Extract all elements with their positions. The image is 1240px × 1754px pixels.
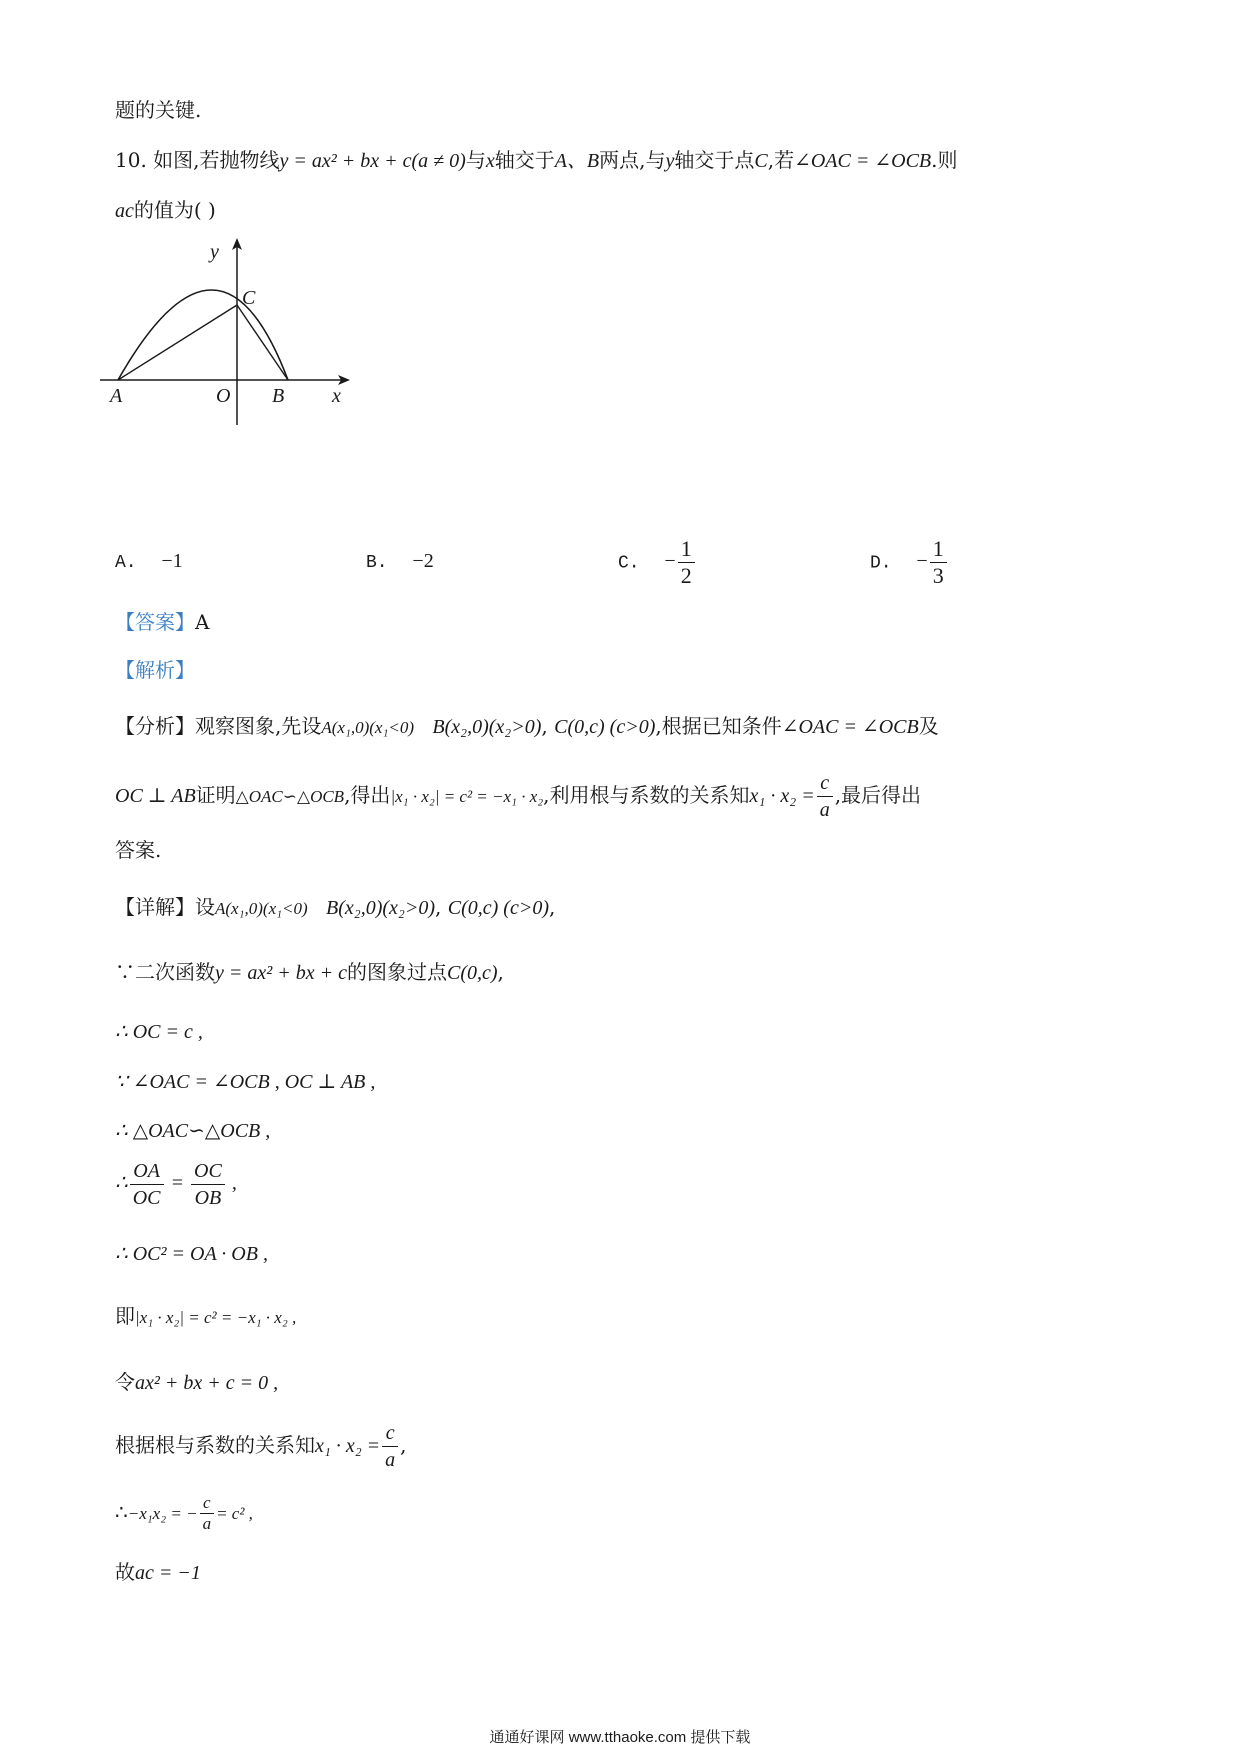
fenxi-text: 及 <box>918 714 939 738</box>
point-a-def: A(x₁,0)(x₁<0) <box>215 899 308 918</box>
fenxi-label: 【分析】 <box>115 714 195 738</box>
root-relation: |x₁ · x₂| = c² = −x₁ · x₂ , <box>135 1308 297 1327</box>
segment-ac <box>118 305 237 380</box>
step-expression: −x₁x₂ = − <box>127 1504 198 1523</box>
top-fragment: 题的关键. <box>115 98 202 122</box>
fraction-denominator: a <box>202 1514 212 1533</box>
detail-line-1: 【详解】设A(x₁,0)(x₁<0) B(x₂,0)(x₂>0), C(0,c) (c>0), <box>115 895 556 919</box>
fraction-c-over-a <box>382 1420 398 1473</box>
detail-step-1: ∵二次函数y = ax² + bx + c的图象过点C(0,c), <box>115 960 504 984</box>
fenxi-line-2 <box>115 770 921 823</box>
option-letter: C. <box>618 553 640 574</box>
option-a <box>115 550 183 573</box>
fraction-numerator: 1 <box>678 536 695 563</box>
detail-step-8 <box>115 1368 278 1397</box>
analysis-label: 【解析】 <box>115 658 195 682</box>
answer-label: 【答案】 <box>115 610 195 634</box>
option-letter: A. <box>115 553 137 573</box>
fenxi-text: 观察图象,先设 <box>195 714 322 738</box>
label-x: x <box>332 385 341 407</box>
question-text: 与 <box>465 148 486 172</box>
step-text: 根据根与系数的关系知 <box>115 1433 315 1457</box>
final-result: ac = −1 <box>135 1562 201 1584</box>
step-text: 故 <box>115 1560 135 1584</box>
point-a-def: A(x₁,0)(x₁<0) <box>321 718 415 737</box>
detail-step-2: ∴ OC = c , <box>115 1021 203 1043</box>
segment-cb <box>237 305 288 380</box>
angle-equation: ∠OAC = ∠OCB <box>781 716 919 738</box>
option-fraction <box>930 536 947 589</box>
parabola-curve <box>118 290 288 380</box>
fraction-numerator: c <box>382 1420 398 1447</box>
detail-step-3: ∵ ∠OAC = ∠OCB , OC ⊥ AB , <box>115 1071 376 1093</box>
step-expression: = c² , <box>216 1504 253 1523</box>
fraction-numerator: OA <box>130 1158 164 1185</box>
question-text: 如图,若抛物线 <box>153 148 280 172</box>
fraction-denominator: a <box>385 1449 396 1471</box>
root-product: x₁ · x₂ = <box>315 1435 381 1457</box>
equation: y = ax² + bx + c(a ≠ 0) <box>279 150 466 172</box>
fraction-numerator: c <box>200 1493 215 1514</box>
fraction-denominator: 2 <box>680 563 692 588</box>
question-line-1 <box>115 146 957 175</box>
label-y: y <box>210 241 219 263</box>
question-text: 轴交于 <box>494 148 555 172</box>
similar-triangles: △OAC∽△OCB <box>235 787 345 806</box>
answer-line <box>115 608 209 636</box>
fenxi-text: ,利用根与系数的关系知 <box>543 783 750 807</box>
option-sign: − <box>664 550 676 573</box>
option-sign: − <box>916 550 928 573</box>
point-c-def: C(0,c) (c>0) <box>447 897 549 919</box>
fraction-numerator: OC <box>191 1158 225 1185</box>
option-letter: B. <box>366 553 388 573</box>
quadratic-equation: y = ax² + bx + c <box>215 962 347 984</box>
question-text: 的值为( ) <box>133 198 216 222</box>
option-b <box>366 550 434 573</box>
fraction-c-over-a <box>200 1493 215 1534</box>
detail-step-7 <box>115 1302 296 1332</box>
points-ab: A、B <box>554 150 600 172</box>
detail-step-4: ∴ △OAC∽△OCB , <box>115 1120 271 1142</box>
point-c-def: C(0,c) (c>0) <box>554 716 656 738</box>
fraction-c-over-a <box>817 770 833 823</box>
root-product: x₁ · x₂ = <box>749 785 815 807</box>
quadratic-equation: ax² + bx + c = 0 , <box>135 1372 279 1394</box>
parabola-figure <box>100 230 370 435</box>
var-x: x <box>485 150 495 172</box>
var-ac: ac <box>115 200 134 222</box>
fraction-denominator: OC <box>132 1187 161 1209</box>
fraction-numerator: c <box>817 770 833 797</box>
step-text: 令 <box>115 1370 135 1394</box>
question-text: 轴交于点 <box>674 148 755 172</box>
footer-watermark: 通通好课网 www.tthaoke.com 提供下载 <box>489 1729 751 1746</box>
fraction-numerator: 1 <box>930 536 947 563</box>
option-value: −1 <box>161 550 183 572</box>
fraction-denominator: a <box>819 799 830 821</box>
fraction-oc-ob <box>191 1158 225 1211</box>
detail-step-5: ∴ $\frac{OA}{OC}$ = $\frac{OC}{OB}$ , <box>115 1160 237 1209</box>
perpendicular-relation: OC ⊥ AB <box>115 785 196 807</box>
label-o: O <box>216 385 231 407</box>
question-number: 10. <box>115 148 147 172</box>
var-y: y <box>665 150 675 172</box>
question-line-2 <box>115 196 216 225</box>
answer-value: A <box>195 610 210 634</box>
step-text: 的图象过点 <box>347 960 447 984</box>
option-c <box>618 536 697 589</box>
fenxi-text: 证明 <box>195 783 236 807</box>
option-letter: D. <box>870 553 892 574</box>
detail-label: 【详解】 <box>115 895 195 919</box>
detail-text: 设 <box>195 895 215 919</box>
question-text: 两点,与 <box>599 148 666 172</box>
label-a: A <box>110 385 123 407</box>
angle-equation: ∠OAC = ∠OCB <box>794 150 932 172</box>
therefore-symbol: ∴ <box>115 1500 128 1524</box>
fenxi-text: ,得出 <box>344 783 391 807</box>
fenxi-line-3: 答案. <box>115 838 162 862</box>
fenxi-line-1: 【分析】观察图象,先设A(x₁,0)(x₁<0) B(x₂,0)(x₂>0), C(0,c) (c>0),根据已知条件∠OAC = ∠OCB及 <box>115 714 939 738</box>
point-c: C <box>754 150 768 172</box>
point-c: C(0,c) <box>447 962 498 984</box>
step-text: 即 <box>115 1304 135 1328</box>
root-relation: |x₁ · x₂| = c² = −x₁ · x₂ <box>390 787 544 806</box>
option-value: −2 <box>412 550 434 572</box>
fraction-oa-oc <box>130 1158 164 1211</box>
therefore-symbol: ∴ <box>115 1172 128 1195</box>
question-text: .则 <box>931 148 958 172</box>
step-text: ∵二次函数 <box>115 960 215 984</box>
detail-step-9: 根据根与系数的关系知x₁ · x₂ = $\frac{c}{a}$ , <box>115 1422 407 1471</box>
option-d <box>870 536 949 589</box>
fraction-denominator: OB <box>194 1187 222 1209</box>
question-text: ,若 <box>767 148 795 172</box>
detail-step-11 <box>115 1558 201 1587</box>
detail-step-6: ∴ OC² = OA · OB , <box>115 1243 268 1265</box>
point-b-def: B(x₂,0)(x₂>0) <box>432 716 542 738</box>
label-b: B <box>272 385 285 407</box>
option-fraction <box>678 536 695 589</box>
detail-step-10 <box>115 1493 253 1534</box>
fraction-denominator: 3 <box>932 563 944 588</box>
point-b-def: B(x₂,0)(x₂>0) <box>326 897 436 919</box>
label-c: C <box>242 287 256 309</box>
fenxi-text: ,最后得出 <box>834 783 922 807</box>
fenxi-text: ,根据已知条件 <box>655 714 782 738</box>
